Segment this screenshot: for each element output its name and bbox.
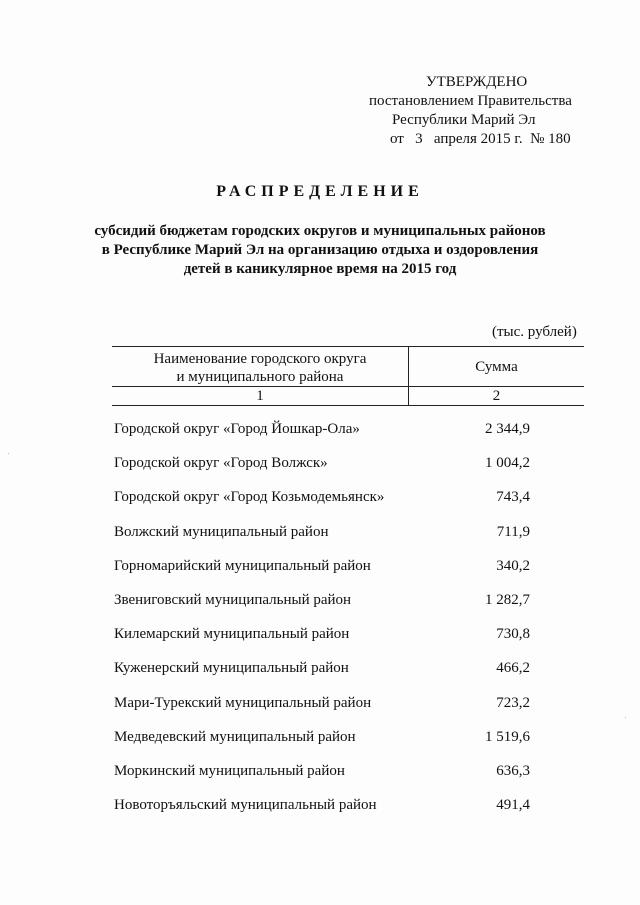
column-number-1: 1 <box>256 388 264 404</box>
table-top-border <box>112 346 584 347</box>
row-name: Мари-Турекский муниципальный район <box>114 694 372 711</box>
table-row <box>0 489 640 523</box>
table-row <box>0 455 640 489</box>
approval-line: постановлением Правительства <box>369 93 572 109</box>
row-name: Волжский муниципальный район <box>114 523 329 540</box>
table-header-divider <box>112 386 584 387</box>
approval-heading: УТВЕРЖДЕНО <box>426 74 528 90</box>
table-row <box>0 660 640 694</box>
row-name: Куженерский муниципальный район <box>114 660 349 677</box>
row-value: 466,2 <box>496 660 530 677</box>
subtitle-line: детей в каникулярное время на 2015 год <box>183 261 457 277</box>
row-value: 340,2 <box>496 557 530 574</box>
scan-speck <box>8 453 9 454</box>
approval-line: Республики Марий Эл <box>392 112 536 128</box>
row-name: Горномарийский муниципальный район <box>114 557 371 574</box>
row-value: 2 344,9 <box>485 421 530 437</box>
row-value: 491,4 <box>496 797 530 814</box>
document-subtitle <box>0 222 640 279</box>
row-value: 723,2 <box>496 694 530 711</box>
column-header-sum: Сумма <box>475 359 518 375</box>
table-row <box>0 558 640 592</box>
approval-date-number: от 3 апреля 2015 г. № 180 <box>390 131 571 147</box>
row-value: 1 519,6 <box>485 728 530 745</box>
scan-speck <box>625 717 626 718</box>
table-row <box>0 729 640 763</box>
table-row <box>0 695 640 729</box>
row-name: Городской округ «Город Волжск» <box>114 455 328 472</box>
table-body <box>0 421 640 831</box>
table-row <box>0 626 640 660</box>
row-name: Городской округ «Город Йошкар-Ола» <box>114 421 360 437</box>
row-value: 730,8 <box>496 626 530 643</box>
subtitle-line: субсидий бюджетам городских округов и муниципальных районов <box>94 223 546 239</box>
table-row <box>0 763 640 797</box>
column-header-name-line: и муниципального района <box>176 369 344 385</box>
row-value: 711,9 <box>496 523 530 540</box>
row-name: Моркинский муниципальный район <box>114 762 345 779</box>
row-name: Новоторъяльский муниципальный район <box>114 797 377 814</box>
row-name: Городской округ «Город Козьмодемьянск» <box>114 489 385 506</box>
table-row <box>0 524 640 558</box>
subtitle-line: в Республике Марий Эл на организацию отдыха и оздоровления <box>101 242 539 258</box>
row-value: 743,4 <box>496 489 530 506</box>
document-title: РАСПРЕДЕЛЕНИЕ <box>216 183 424 200</box>
row-value: 636,3 <box>496 762 530 779</box>
row-value: 1 282,7 <box>485 591 530 608</box>
approval-block <box>330 73 600 149</box>
row-value: 1 004,2 <box>485 455 530 472</box>
table-row <box>0 421 640 455</box>
row-name: Звениговский муниципальный район <box>114 591 352 608</box>
table-row <box>0 592 640 626</box>
table-row <box>0 797 640 831</box>
column-header-name-line: Наименование городского округа <box>153 351 367 367</box>
row-name: Медведевский муниципальный район <box>114 728 356 745</box>
column-header-name <box>112 350 408 386</box>
table-numbers-divider <box>112 405 584 406</box>
row-name: Килемарский муниципальный район <box>114 626 350 643</box>
unit-label: (тыс. рублей) <box>492 324 577 340</box>
column-number-2: 2 <box>492 388 501 404</box>
